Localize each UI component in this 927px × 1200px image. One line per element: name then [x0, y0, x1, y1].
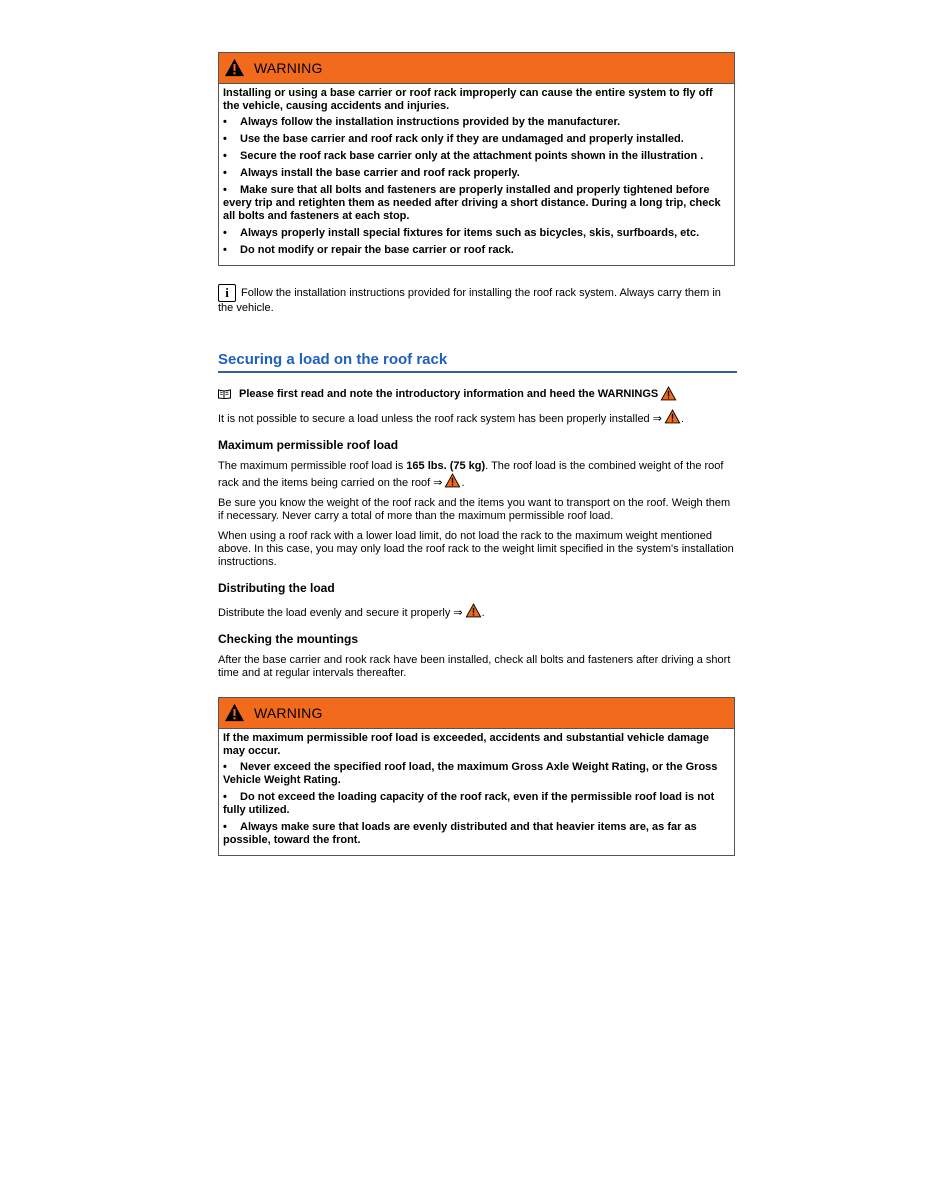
paragraph-text: It is not possible to secure a load unless the roof rack system has been properly installed ⇒	[218, 413, 662, 425]
paragraph-weigh: Be sure you know the weight of the roof rack and the items you want to transport on the roof. Weigh them if necessary. Never carry a total of more than the maximum permissible roof load.	[218, 497, 731, 522]
warning-item	[223, 761, 730, 787]
paragraph-distributing: Distribute the load evenly and secure it properly ⇒ .	[218, 603, 735, 620]
warning-item	[223, 184, 730, 223]
warning-triangle-icon[interactable]	[465, 603, 482, 618]
warning-item-text: Always make sure that loads are evenly distributed and that heavier items are, as far as possible, toward the front.	[223, 821, 697, 846]
warning-triangle-icon[interactable]	[664, 409, 681, 424]
warning-item-text: Always follow the installation instructions provided by the manufacturer.	[240, 116, 621, 128]
warning-item	[223, 150, 730, 163]
warning-item	[223, 227, 730, 240]
warning-item-text: Make sure that all bolts and fasteners are properly installed and properly tightened before every trip and retighten them as needed after driving a short distance. During a long trip, check all bolts and fasteners at each stop.	[223, 184, 721, 222]
info-note-text: Follow the installation instructions provided for installing the roof rack system. Always carry them in the vehicle.	[218, 287, 721, 314]
warning-item-text: Do not modify or repair the base carrier or roof rack.	[240, 244, 514, 256]
bullet: •	[223, 150, 227, 162]
bullet: •	[223, 133, 227, 145]
warning-box-roof-rack	[218, 52, 735, 266]
manual-page	[218, 52, 735, 856]
bullet: •	[223, 167, 227, 179]
warning-item-text: Always install the base carrier and roof rack properly.	[240, 167, 520, 179]
warning-item	[223, 167, 730, 180]
warning-header	[219, 698, 734, 729]
warning-item	[223, 133, 730, 146]
paragraph-text: . The roof load is the combined weight of the roof rack and the items being carried on the roof ⇒	[218, 460, 724, 489]
warning-body	[219, 729, 734, 855]
warning-header	[219, 53, 734, 84]
info-note	[218, 284, 735, 315]
warning-title: WARNING	[254, 60, 323, 76]
bullet: •	[223, 821, 227, 833]
subheading-max-load: Maximum permissible roof load	[218, 438, 399, 452]
book-icon	[218, 389, 231, 399]
paragraph-max-load: The maximum permissible roof load is 165 lbs. (75 kg). The roof load is the combined weight of the roof rack and the items being carried on the roof ⇒ .	[218, 460, 724, 489]
warning-triangle-icon[interactable]	[444, 473, 461, 488]
warning-item-text: Secure the roof rack base carrier only at the attachment points shown in the illustration .	[240, 150, 704, 162]
warning-box-roof-load	[218, 697, 735, 856]
bullet: •	[223, 761, 227, 773]
bullet: •	[223, 791, 227, 803]
warning-item	[223, 821, 730, 847]
warning-item-text: Never exceed the specified roof load, the maximum Gross Axle Weight Rating, or the Gross Vehicle Weight Rating.	[223, 761, 718, 786]
paragraph-mountings: After the base carrier and rook rack have been installed, check all bolts and fasteners after driving a short time and at regular intervals thereafter.	[218, 654, 731, 679]
bullet: •	[223, 244, 227, 256]
intro-line	[218, 386, 735, 401]
section-heading: Securing a load on the roof rack	[218, 351, 737, 373]
warning-triangle-icon	[224, 58, 245, 77]
paragraph-lower-limit: When using a roof rack with a lower load limit, do not load the rack to the maximum weight mentioned above. In this case, you may only load the roof rack to the weight limit specified in the system's installation instructions.	[218, 530, 734, 568]
warning-item	[223, 116, 730, 129]
bullet: •	[223, 116, 227, 128]
bullet: •	[223, 227, 227, 239]
warning-item-text: Always properly install special fixtures for items such as bicycles, skis, surfboards, etc.	[240, 227, 700, 239]
warning-item-text: Do not exceed the loading capacity of the roof rack, even if the permissible roof load is not fully utilized.	[223, 791, 715, 816]
warning-triangle-icon	[224, 703, 245, 722]
paragraph-text: Distribute the load evenly and secure it properly ⇒	[218, 607, 463, 619]
warning-body	[219, 84, 734, 265]
subheading-mountings: Checking the mountings	[218, 632, 359, 646]
info-icon: i	[218, 284, 236, 302]
warning-triangle-icon[interactable]	[660, 386, 677, 401]
intro-text: Please first read and note the introductory information and heed the WARNINGS	[239, 387, 659, 400]
paragraph-text: The maximum permissible roof load is	[218, 460, 407, 472]
paragraph-installation: It is not possible to secure a load unless the roof rack system has been properly installed ⇒ .	[218, 409, 735, 426]
warning-item-text: Use the base carrier and roof rack only if they are undamaged and properly installed.	[240, 133, 684, 145]
bullet: •	[223, 184, 227, 196]
warning-intro: If the maximum permissible roof load is exceeded, accidents and substantial vehicle damage may occur.	[223, 732, 709, 757]
warning-item	[223, 791, 730, 817]
max-load-value: 165 lbs. (75 kg)	[406, 460, 486, 472]
subheading-distributing: Distributing the load	[218, 581, 335, 595]
warning-intro: Installing or using a base carrier or roof rack improperly can cause the entire system to fly off the vehicle, causing accidents and injuries.	[223, 87, 713, 112]
warning-title: WARNING	[254, 705, 323, 721]
warning-item	[223, 244, 730, 257]
